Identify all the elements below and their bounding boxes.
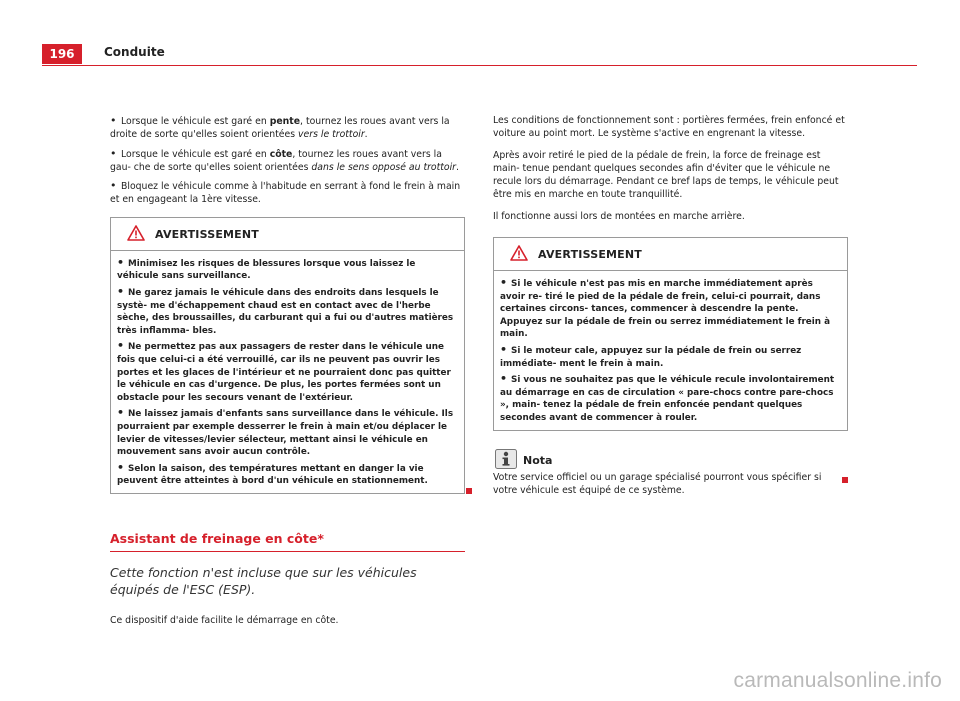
nota-text: Votre service officiel ou un garage spécialisé pourront vous spécifier si votre véhicule est équipé de ce système. bbox=[493, 471, 822, 497]
watermark-text: carmanualsonline.info bbox=[733, 669, 942, 692]
warning-item: • Si le moteur cale, appuyez sur la pédale de frein ou serrez immédiate- ment le frein à main. bbox=[500, 344, 839, 370]
paragraph: Après avoir retiré le pied de la pédale de frein, la force de freinage est main- tenue pendant quelques secondes afin d'éviter que le véhicule ne recule lors du démarrage. Pendant ce bref laps de temps, le véhicule peut être mis en marche en toute tranquillité. bbox=[493, 149, 839, 201]
paragraph: Les conditions de fonctionnement sont : portières fermées, frein enfoncé et voiture au point mort. Le système s'active en engrenant la vitesse. bbox=[493, 115, 845, 140]
warning-item: • Ne garez jamais le véhicule dans des endroits dans lesquels le systè- me d'échappement chaud est en contact avec de l'herbe sèche, des broussailles, du carburant qui a fui ou d'autres matières très inflamma- bles. bbox=[117, 286, 456, 337]
nota-block bbox=[493, 449, 848, 498]
warning-body bbox=[111, 251, 464, 493]
chapter-title: Conduite bbox=[104, 45, 165, 59]
section-end-marker bbox=[842, 477, 848, 483]
paragraph: Il fonctionne aussi lors de montées en marche arrière. bbox=[493, 210, 745, 222]
warning-title: AVERTISSEMENT bbox=[155, 227, 260, 241]
warning-triangle-icon bbox=[510, 245, 528, 261]
warning-item: • Selon la saison, des températures mettant en danger la vie peuvent être atteintes à bord d'un véhicule en stationnement. bbox=[117, 462, 456, 488]
warning-body bbox=[494, 271, 847, 430]
warning-item: • Si vous ne souhaitez pas que le véhicule recule involontairement au démarrage en cas de circulation « pare-chocs contre pare-chocs », main- tenez la pédale de frein enfoncée pendant quelques secondes avant de commencer à rouler. bbox=[500, 373, 839, 424]
warning-triangle-icon bbox=[127, 225, 145, 241]
page-header bbox=[42, 44, 917, 66]
left-column bbox=[110, 114, 465, 632]
warning-item: • Minimisez les risques de blessures lorsque vous laissez le véhicule sans surveillance. bbox=[117, 257, 456, 283]
page-number: 196 bbox=[42, 44, 82, 64]
bullet-item: • Lorsque le véhicule est garé en pente, tournez les roues avant vers la droite de sorte qu'elles soient orientées vers le trottoir. bbox=[110, 114, 465, 142]
section-title: Assistant de freinage en côte* bbox=[110, 532, 465, 552]
warning-item: • Si le véhicule n'est pas mis en marche immédiatement après avoir re- tiré le pied de la pédale de frein, celui-ci pourrait, dans certaines circons- tances, commencer à descendre la pente. Appuyez sur la pédale de frein ou serrez immédiatement le frein à main. bbox=[500, 277, 839, 341]
warning-box bbox=[493, 237, 848, 431]
section-intro: Cette fonction n'est incluse que sur les véhicules équipés de l'ESC (ESP). bbox=[110, 565, 417, 598]
nota-title: Nota bbox=[523, 453, 553, 467]
bullet-item: • Bloquez le véhicule comme à l'habitude en serrant à fond le frein à main et en engageant la 1ère vitesse. bbox=[110, 179, 465, 207]
warning-header bbox=[111, 218, 464, 251]
warning-title: AVERTISSEMENT bbox=[538, 248, 643, 262]
section-end-marker bbox=[466, 488, 472, 494]
bullet-item: • Lorsque le véhicule est garé en côte, tournez les roues avant vers la gau- che de sorte qu'elles soient orientées dans le sens opposé au trottoir. bbox=[110, 147, 465, 175]
right-column bbox=[493, 114, 848, 503]
warning-header bbox=[494, 238, 847, 271]
section-text: Ce dispositif d'aide facilite le démarrage en côte. bbox=[110, 615, 339, 627]
warning-box bbox=[110, 217, 465, 494]
warning-item: • Ne permettez pas aux passagers de rester dans le véhicule une fois que celui-ci a été verrouillé, car ils ne peuvent pas ouvrir les portes et les glaces de l'intérieur et ne pourraient donc pas quitter le véhicule en cas d'urgence. De plus, les portes fermées sont un obstacle pour les secours venant de l'extérieur. bbox=[117, 340, 456, 404]
info-note-icon bbox=[495, 449, 517, 469]
warning-item: • Ne laissez jamais d'enfants sans surveillance dans le véhicule. Ils pourraient par exemple desserrer le frein à main et/ou déplacer le levier de vitesses/levier sélecteur, mettant ainsi le véhicule en mouvement sans avoir aucun contrôle. bbox=[117, 407, 456, 458]
header-rule bbox=[42, 65, 917, 66]
